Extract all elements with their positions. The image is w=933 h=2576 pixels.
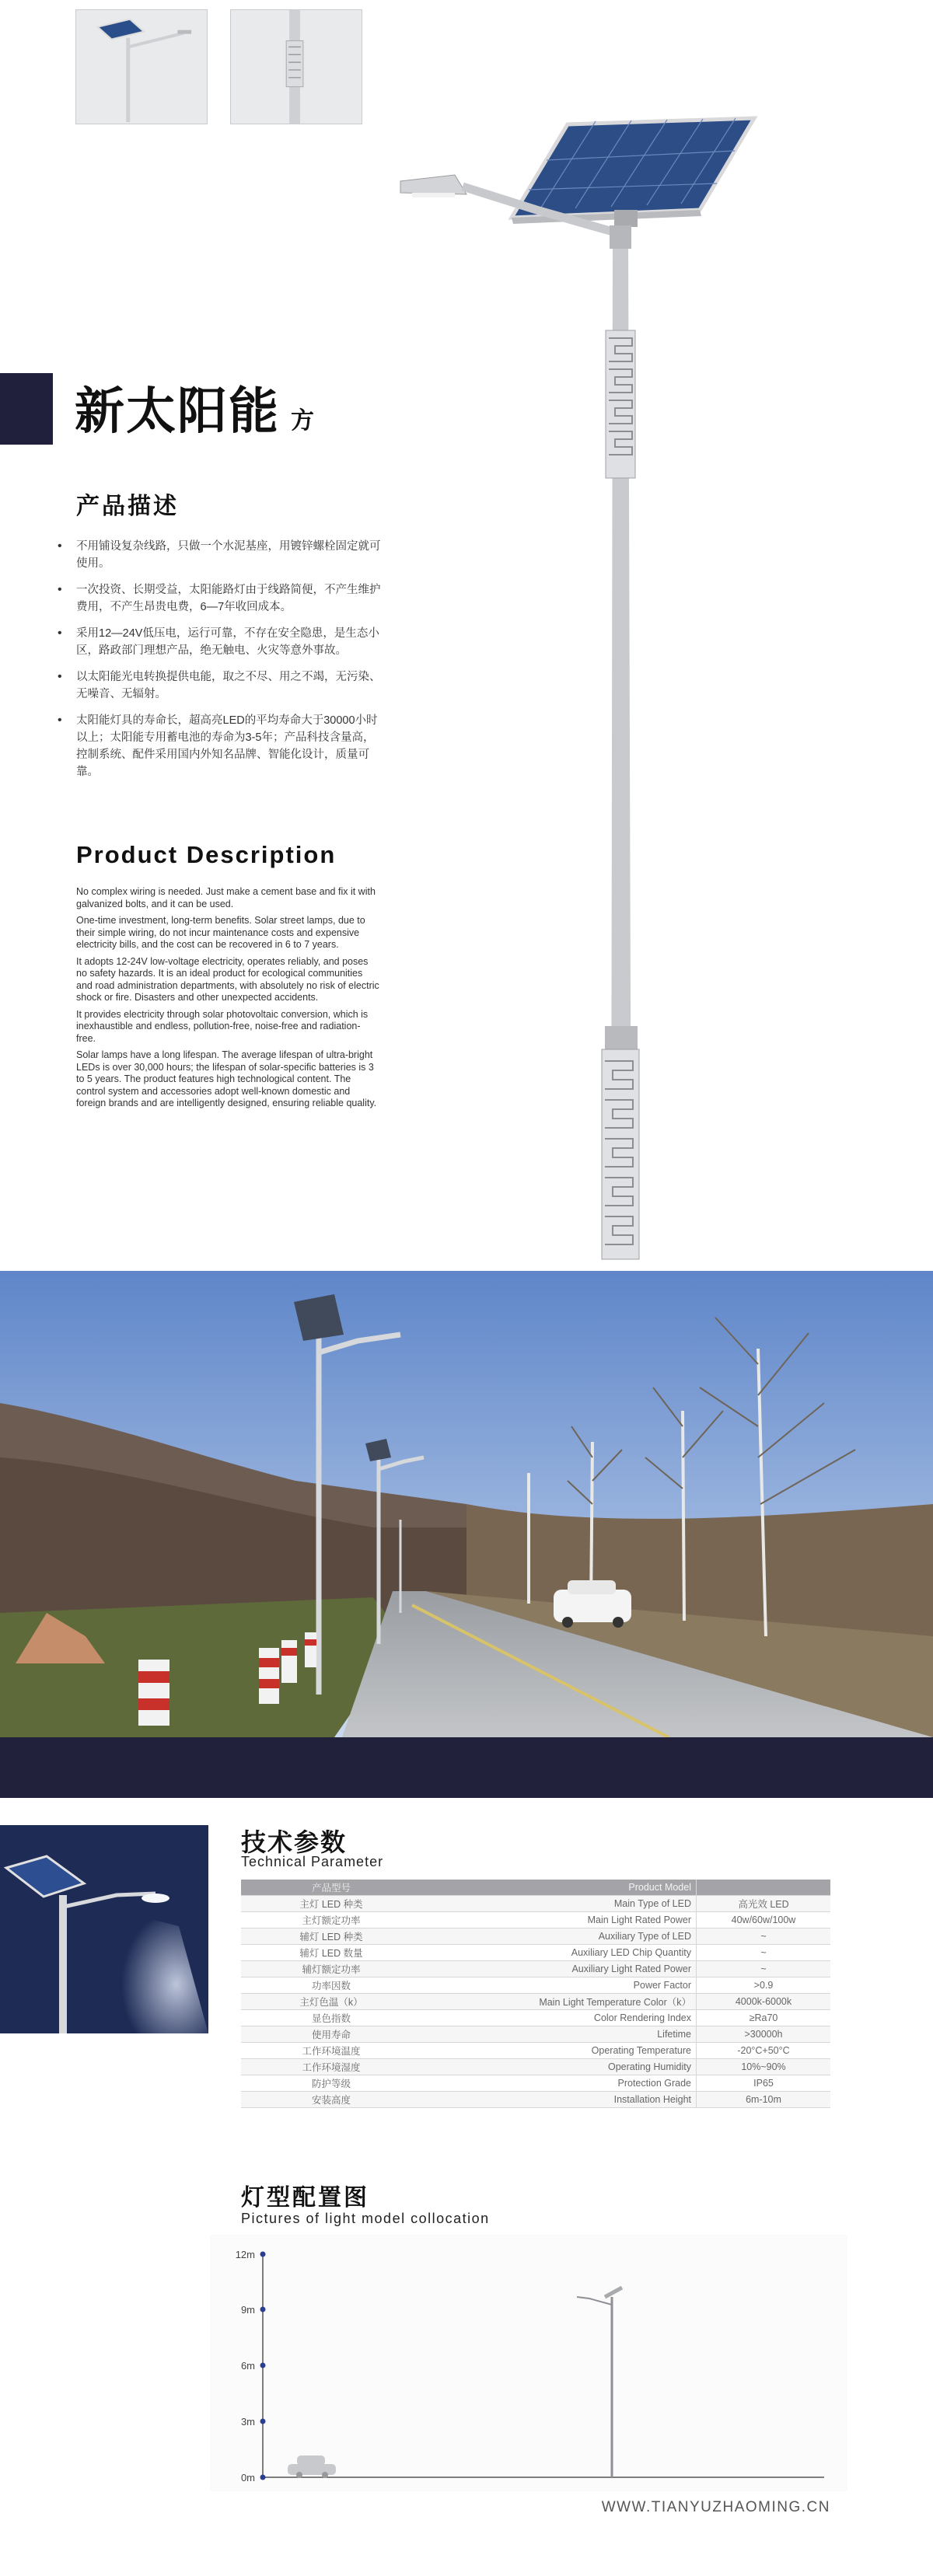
- table-header-row: [241, 1880, 830, 1896]
- cell-value: ~: [697, 1929, 831, 1945]
- cell-en: Power Factor: [421, 1977, 697, 1994]
- cell-cn: 显色指数: [241, 2010, 421, 2026]
- cell-value: 10%~90%: [697, 2059, 831, 2075]
- cell-cn: 辅灯 LED 种类: [241, 1929, 421, 1945]
- cell-cn: 安装高度: [241, 2092, 421, 2108]
- cell-value: 4000k-6000k: [697, 1994, 831, 2010]
- title-accent-block: [0, 373, 53, 445]
- table-row: [241, 1945, 830, 1961]
- page-title-suffix: 方: [291, 408, 316, 434]
- cell-value: 40w/60w/100w: [697, 1912, 831, 1929]
- scale-label: 9m: [240, 2304, 255, 2316]
- en-paragraph: It provides electricity through solar photovoltaic conversion, which is inexhaustible and endless, pollution-free, noise-free and radiation-free.: [76, 1008, 369, 1044]
- model-heading-cn: 灯型配置图: [241, 2185, 369, 2211]
- cell-en: Operating Temperature: [421, 2043, 697, 2059]
- en-paragraph: It adopts 12-24V low-voltage electricity, operates reliably, and poses no safety hazards. It is an ideal product for ecological communities and road administration departments, with absolutely no risk of electric shock or fire. Disasters and other unexpected accidents.: [76, 955, 379, 1003]
- table-row: [241, 2075, 830, 2092]
- table-row: [241, 1994, 830, 2010]
- table-row: [241, 1912, 830, 1929]
- table-row: [241, 2043, 830, 2059]
- table-header-cn: 产品型号: [241, 1880, 421, 1896]
- thumbnail-solar-lamp[interactable]: [75, 9, 208, 124]
- cell-cn: 使用寿命: [241, 2026, 421, 2043]
- table-row: [241, 2092, 830, 2108]
- en-description-body: [76, 886, 379, 1115]
- cell-en: Installation Height: [421, 2092, 697, 2108]
- solar-panel-icon: [512, 118, 754, 224]
- en-paragraph: One-time investment, long-term benefits. Solar street lamps, due to their simple wiring, do not incur maintenance costs and expensive electricity bills, and the cost can be recovered in 6 to 7 years.: [76, 915, 365, 950]
- tech-heading-cn: 技术参数: [241, 1828, 348, 1856]
- solar-street-light-illustration: [381, 109, 770, 1275]
- cell-en: Protection Grade: [421, 2075, 697, 2092]
- table-header-value: [697, 1880, 831, 1896]
- cell-en: Lifetime: [421, 2026, 697, 2043]
- footer-website-url[interactable]: WWW.TIANYUZHAOMING.CN: [601, 2499, 830, 2515]
- cell-cn: 工作环境湿度: [241, 2059, 421, 2075]
- cell-cn: 辅灯 LED 数量: [241, 1945, 421, 1961]
- cell-value: >0.9: [697, 1977, 831, 1994]
- table-row: [241, 2026, 830, 2043]
- cell-value: ≥Ra70: [697, 2010, 831, 2026]
- list-item: • 太阳能灯具的寿命长，超高亮LED的平均寿命大于30000小时以上；太阳能专用蓄电池的寿命为3-5年；产品科技含量高，控制系统、配件采用国内外知名品牌、智能化设计，质量可靠。: [54, 712, 381, 780]
- cell-en: Main Light Temperature Color（k）: [421, 1994, 697, 2010]
- pole-detail-thumb-icon: [231, 10, 362, 124]
- table-row: [241, 1929, 830, 1945]
- scale-label: 3m: [240, 2416, 255, 2428]
- thumbnail-pole-detail[interactable]: [230, 9, 362, 124]
- cell-cn: 工作环境温度: [241, 2043, 421, 2059]
- cn-description-heading: 产品描述: [76, 494, 179, 519]
- cell-en: Main Type of LED: [421, 1896, 697, 1912]
- table-row: [241, 2059, 830, 2075]
- cell-value: >30000h: [697, 2026, 831, 2043]
- table-row: [241, 1977, 830, 1994]
- cell-cn: 主灯 LED 种类: [241, 1896, 421, 1912]
- cell-value: ~: [697, 1961, 831, 1977]
- en-paragraph: Solar lamps have a long lifespan. The average lifespan of ultra-bright LEDs is over 30,000 hours; the lifespan of solar-specific batteries is 3 to 5 years. The product features high technological content. The control system and accessories adopt well-known domestic and foreign brands and are intelligently designed, ensuring reliable quality.: [76, 1049, 377, 1108]
- table-row: [241, 1961, 830, 1977]
- page-title-text: 新太阳能: [75, 383, 280, 439]
- cell-value: IP65: [697, 2075, 831, 2092]
- cell-en: Main Light Rated Power: [421, 1912, 697, 1929]
- list-item: • 以太阳能光电转换提供电能，取之不尽、用之不竭，无污染、无噪音、无辐射。: [54, 668, 381, 703]
- road-installation-photo: [0, 1271, 933, 1737]
- en-description-heading: Product Description: [76, 841, 337, 868]
- cell-cn: 功率因数: [241, 1977, 421, 1994]
- cell-en: Auxiliary LED Chip Quantity: [421, 1945, 697, 1961]
- scale-label: 0m: [240, 2472, 255, 2484]
- cell-en: Auxiliary Light Rated Power: [421, 1961, 697, 1977]
- cell-cn: 辅灯额定功率: [241, 1961, 421, 1977]
- lamp-night-illustration: [0, 1825, 208, 2033]
- height-scale-diagram: [210, 2235, 847, 2491]
- pole-ornament-lower-icon: [602, 1026, 639, 1259]
- navy-divider-band: [0, 1737, 933, 1798]
- cell-cn: 主灯色温（k）: [241, 1994, 421, 2010]
- solar-lamp-thumb-icon: [76, 10, 207, 124]
- model-heading-en: Pictures of light model collocation: [241, 2211, 490, 2226]
- cell-value: 高光效 LED: [697, 1896, 831, 1912]
- list-item: • 采用12—24V低压电，运行可靠，不存在安全隐患，是生态小区，路政部门理想产品，绝无触电、火灾等意外事故。: [54, 625, 381, 659]
- cell-value: ~: [697, 1945, 831, 1961]
- cn-description-list: [54, 538, 381, 790]
- list-item: • 一次投资、长期受益，太阳能路灯由于线路简便，不产生维护费用，不产生昂贵电费，6—7年收回成本。: [54, 581, 381, 616]
- cell-en: Color Rendering Index: [421, 2010, 697, 2026]
- table-header-en: Product Model: [421, 1880, 697, 1896]
- cell-cn: 主灯额定功率: [241, 1912, 421, 1929]
- cell-value: -20°C+50°C: [697, 2043, 831, 2059]
- en-paragraph: No complex wiring is needed. Just make a cement base and fix it with galvanized bolts, and it can be used.: [76, 886, 376, 909]
- table-row: [241, 2010, 830, 2026]
- pole-ornament-upper-icon: [606, 330, 635, 478]
- scale-label: 6m: [240, 2360, 255, 2372]
- table-row: [241, 1896, 830, 1912]
- scale-label: 12m: [235, 2249, 255, 2260]
- cell-en: Auxiliary Type of LED: [421, 1929, 697, 1945]
- page-title: [75, 372, 316, 443]
- cell-value: 6m-10m: [697, 2092, 831, 2108]
- cell-cn: 防护等级: [241, 2075, 421, 2092]
- tech-heading-en: Technical Parameter: [241, 1854, 384, 1869]
- tech-spec-table: [241, 1880, 830, 2108]
- cell-en: Operating Humidity: [421, 2059, 697, 2075]
- list-item: • 不用铺设复杂线路，只做一个水泥基座，用镀锌螺栓固定就可使用。: [54, 538, 381, 572]
